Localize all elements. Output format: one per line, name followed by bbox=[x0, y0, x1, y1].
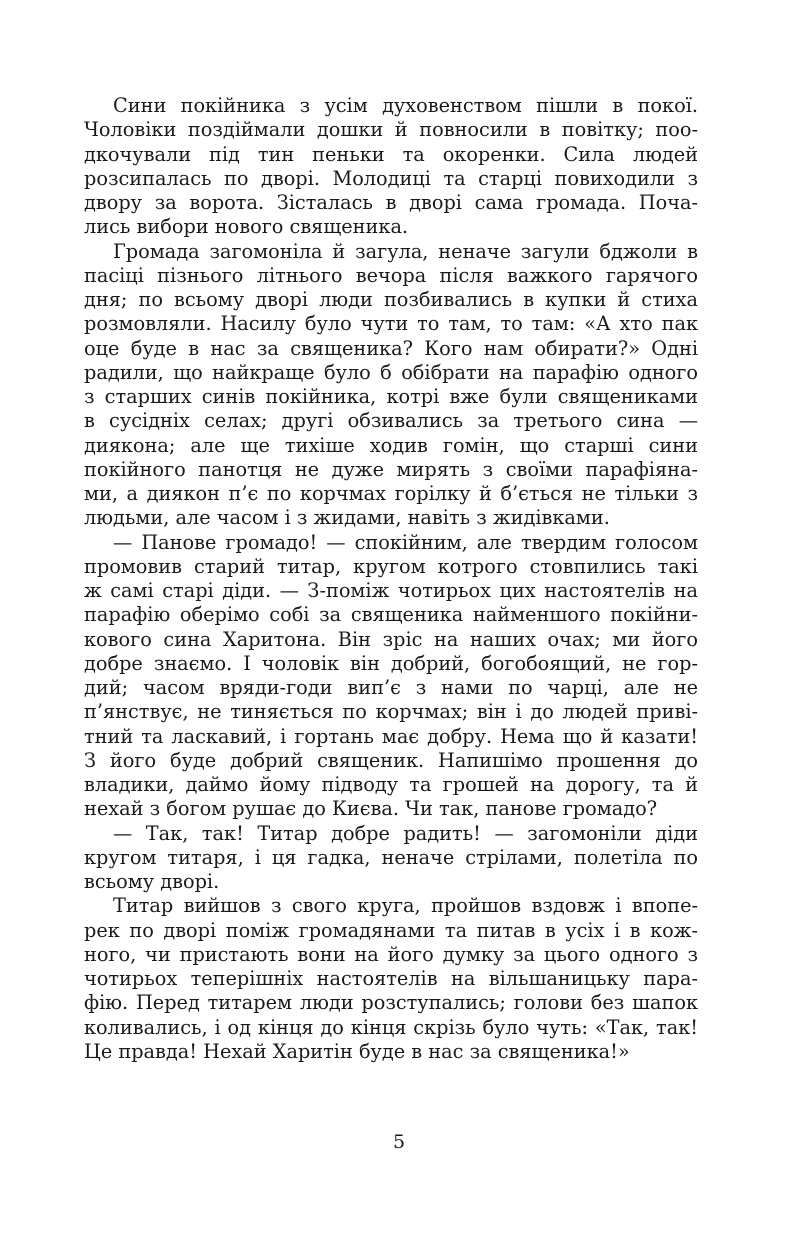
text-line: дий; часом вряди-годи вип’є з нами по чарці, але не bbox=[84, 676, 698, 699]
text-line: ми, а диякон п’є по корчмах горілку й б’ється не тільки з bbox=[84, 482, 698, 505]
text-line: в сусідніх селах; другі обзивались за третього сина — bbox=[84, 409, 698, 433]
text-line: радили, що найкраще було б обібрати на парафію одного bbox=[84, 360, 698, 384]
text-line: всьому дворі. bbox=[84, 870, 220, 893]
text-line: дня; по всьому дворі люди позбивались в купки й стиха bbox=[84, 288, 698, 311]
text-line: дкочували під тин пеньки та окоренки. Сила людей bbox=[84, 142, 698, 166]
text-line: чотирьох теперішніх настоятелів на вільшаницьку пара- bbox=[84, 967, 698, 990]
paragraph bbox=[84, 894, 698, 1064]
paragraph bbox=[84, 94, 698, 240]
text-line: добре знаємо. І чоловік він добрий, богобоящий, не гор- bbox=[84, 651, 698, 675]
text-line: лись вибори нового священика. bbox=[84, 215, 409, 239]
text-line: парафію оберімо собі за священика найменшого покійни- bbox=[84, 603, 698, 627]
text-line: розсипалась по дворі. Молодиці та старці повиходили з bbox=[84, 166, 698, 190]
text-line: Чоловіки поздіймали дошки й повносили в повітку; поо- bbox=[84, 118, 698, 142]
text-line: ного, чи пристають вони на його думку за цього одного з bbox=[84, 942, 698, 966]
text-line: диякона; але ще тихіше ходив гомін, що старші сини bbox=[84, 433, 698, 457]
text-line: фію. Перед титарем люди розступались; голови без шапок bbox=[84, 991, 698, 1015]
paragraph bbox=[84, 240, 698, 531]
text-line: Сини покійника з усім духовенством пішли в покої. bbox=[113, 94, 698, 117]
text-line: п’янствує, не тиняється по корчмах; він і до людей приві- bbox=[84, 700, 698, 724]
text-line: тний та ласкавий, і гортань має добру. Нема що й казати! bbox=[84, 724, 698, 748]
text-line: оце буде в нас за священика? Кого нам обирати?» Одні bbox=[84, 336, 698, 360]
text-line: З його буде добрий священик. Напишімо прошення до bbox=[84, 748, 698, 772]
paragraph bbox=[84, 531, 698, 822]
text-line: кругом титаря, і ця гадка, неначе стрілами, полетіла по bbox=[84, 845, 698, 869]
text-line: двору за ворота. Зісталась в дворі сама громада. Поча- bbox=[84, 191, 698, 214]
paragraph bbox=[84, 822, 698, 895]
page-body bbox=[84, 94, 698, 1064]
text-line: Громада загомоніла й загула, неначе загули бджоли в bbox=[113, 239, 698, 263]
text-line: кового сина Харитона. Він зріс на наших очах; ми його bbox=[84, 627, 698, 651]
text-line: з старших синів покійника, котрі вже були священиками bbox=[84, 385, 698, 408]
text-line: Це правда! Нехай Харитін буде в нас за священика!» bbox=[84, 1039, 630, 1063]
text-line: нехай з богом рушає до Києва. Чи так, панове громадо? bbox=[84, 797, 658, 821]
text-line: людьми, але часом і з жидами, навіть з жидівками. bbox=[84, 506, 610, 530]
text-line: владики, даймо йому підводу та грошей на дорогу, та й bbox=[84, 773, 698, 796]
text-line: коливались, і од кінця до кінця скрізь було чуть: «Так, так! bbox=[84, 1015, 698, 1039]
text-line: промовив старий титар, кругом котрого стовпились такі bbox=[84, 554, 698, 578]
text-line: рек по дворі поміж громадянами та питав в усіх і в кож- bbox=[84, 918, 698, 942]
text-line: розмовляли. Насилу було чути то там, то там: «А хто пак bbox=[84, 312, 698, 336]
text-line: ж самі старі діди. — З-поміж чотирьох цих настоятелів на bbox=[84, 579, 698, 602]
page-number: 5 bbox=[392, 1131, 406, 1153]
text-line: — Панове громадо! — спокійним, але твердим голосом bbox=[113, 530, 698, 554]
text-line: Титар вийшов з свого круга, пройшов вздовж і впопе- bbox=[113, 894, 698, 918]
text-line: — Так, так! Титар добре радить! — загомоніли діди bbox=[113, 821, 698, 845]
text-line: пасіці пізнього літнього вечора після важкого гарячого bbox=[84, 263, 698, 287]
text-line: покійного панотця не дуже мирять з своїми парафіяна- bbox=[84, 457, 698, 481]
